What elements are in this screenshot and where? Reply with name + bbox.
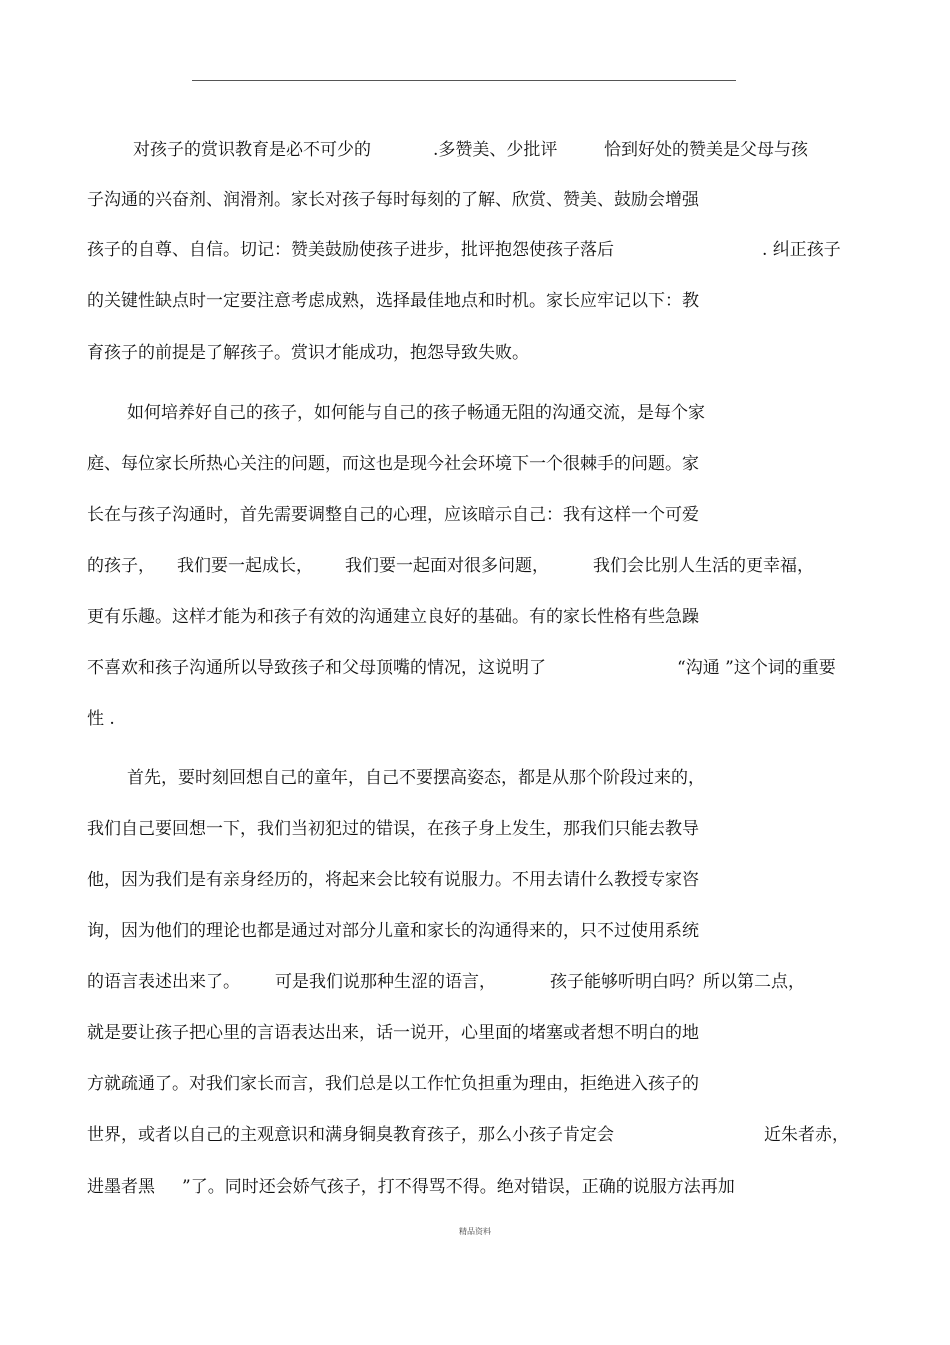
text-segment: 可是我们说那种生涩的语言， [275,972,496,992]
text-segment: “沟通 ”这个词的重要 [677,658,836,678]
text-segment: 我们会比别人生活的更幸福， [593,556,814,576]
text-segment: 询，因为他们的理论也都是通过对部分儿童和家长的沟通得来的，只不过使用系统 [87,921,699,941]
text-segment: ”了。同时还会娇气孩子，打不得骂不得。绝对错误，正确的说服方法再加 [182,1177,735,1197]
text-segment: 孩子的自尊、自信。切记：赞美鼓励使孩子进步，批评抱怨使孩子落后 [87,240,614,260]
text-segment: .多赞美、少批评 [433,140,558,160]
text-segment: 育孩子的前提是了解孩子。赏识才能成功，抱怨导致失败。 [87,343,529,363]
text-segment: 我们要一起成长， [177,556,313,576]
header-rule [192,80,736,81]
text-segment: 长在与孩子沟通时，首先需要调整自己的心理，应该暗示自己：我有这样一个可爱 [87,505,699,525]
text-segment: 我们要一起面对很多问题， [345,556,549,576]
text-segment: 孩子能够听明白吗？所以第二点， [550,972,805,992]
text-segment: 我们自己要回想一下，我们当初犯过的错误，在孩子身上发生，那我们只能去教导 [87,819,699,839]
text-segment: 方就疏通了。对我们家长而言，我们总是以工作忙负担重为理由，拒绝进入孩子的 [87,1074,699,1094]
text-segment: 如何培养好自己的孩子，如何能与自己的孩子畅通无阻的沟通交流，是每个家 [127,403,705,423]
text-segment: 恰到好处的赞美是父母与孩 [604,140,808,160]
text-segment: 子沟通的兴奋剂、润滑剂。家长对孩子每时每刻的了解、欣赏、赞美、鼓励会增强 [87,190,699,210]
text-segment: 不喜欢和孩子沟通所以导致孩子和父母顶嘴的情况，这说明了 [87,658,546,678]
text-segment: 更有乐趣。这样才能为和孩子有效的沟通建立良好的基础。有的家长性格有些急躁 [87,607,699,627]
text-segment: 他，因为我们是有亲身经历的，将起来会比较有说服力。不用去请什么教授专家咨 [87,870,699,890]
text-segment: 的孩子， [87,556,155,576]
text-segment: 世界，或者以自己的主观意识和满身铜臭教育孩子，那么小孩子肯定会 [87,1125,614,1145]
text-segment: 的语言表述出来了。 [87,972,240,992]
text-segment: 性 . [87,709,115,729]
page-footer: 精品资料 [459,1227,491,1236]
text-segment: 的关键性缺点时一定要注意考虑成熟，选择最佳地点和时机。家长应牢记以下：教 [87,291,699,311]
text-segment: 首先，要时刻回想自己的童年，自己不要摆高姿态，都是从那个阶段过来的， [127,768,705,788]
text-segment: 进墨者黑 [87,1177,155,1197]
text-segment: 对孩子的赏识教育是必不可少的 [133,140,371,160]
text-segment: 就是要让孩子把心里的言语表达出来，话一说开，心里面的堵塞或者想不明白的地 [87,1023,699,1043]
text-segment: 庭、每位家长所热心关注的问题，而这也是现今社会环境下一个很棘手的问题。家 [87,454,699,474]
text-segment: . 纠正孩子 [762,240,841,260]
text-segment: 近朱者赤， [764,1125,849,1145]
